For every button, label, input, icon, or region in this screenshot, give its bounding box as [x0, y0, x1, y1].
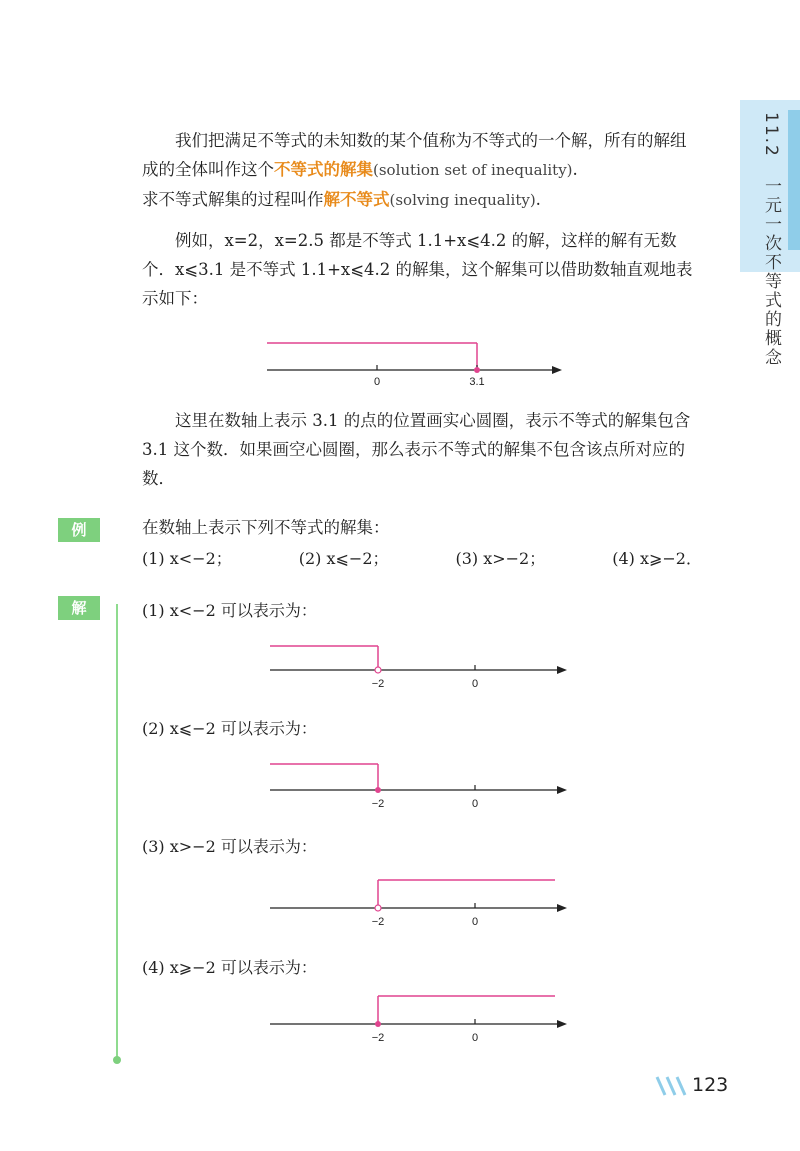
page-number: 123 — [692, 1074, 729, 1096]
section-tab-bar — [788, 110, 800, 250]
number-line-4 — [265, 992, 570, 1052]
axis-arrow — [557, 904, 567, 912]
solution-tag: 解 — [58, 596, 100, 620]
tick-label-neg2: −2 — [371, 678, 385, 690]
intro-line1: 我们把满足不等式的未知数的某个值称为不等式的一个解，所有 — [175, 131, 637, 150]
example-paragraph: 例如，x=2，x=2.5 都是不等式 1.1+x⩽4.2 的解，这样的解有无数个．x⩽3.1 是不等式 1.1+x⩽4.2 的解集，这个解集可以借助数轴直观地表示如下： — [142, 231, 693, 308]
tick-label-neg2: −2 — [371, 916, 385, 928]
solution-rail-end — [113, 1056, 121, 1064]
section-tab — [740, 100, 800, 367]
section-tab-label: 11.2 一元一次不等式的概念 — [761, 112, 781, 367]
tick-label-0: 0 — [471, 798, 479, 810]
solution-4-label: (4) x⩾−2 可以表示为： — [142, 958, 317, 977]
tick-label-0: 0 — [373, 376, 381, 388]
tick-label-3-1: 3.1 — [469, 376, 485, 388]
intro-line2-post: . — [572, 160, 578, 179]
term-solution-set-en: (solution set of inequality) — [373, 161, 573, 179]
intro-line3-post: . — [535, 190, 541, 209]
tick-label-0: 0 — [471, 678, 479, 690]
term-solution-set: 不等式的解集 — [274, 160, 373, 179]
explanation-paragraph: 这里在数轴上表示 3.1 的点的位置画实心圆圈，表示不等式的解集包含 3.1 这个数．如果画空心圆圈，那么表示不等式的解集不包含该点所对应的数． — [142, 411, 691, 488]
problem-2: (2) x⩽−2； — [298, 549, 389, 568]
term-solving-inequality: 解不等式 — [323, 190, 390, 209]
tick-label-0: 0 — [471, 1032, 479, 1044]
number-line-2 — [265, 758, 570, 818]
open-dot — [375, 905, 381, 911]
solution-3-label: (3) x>−2 可以表示为： — [142, 837, 317, 856]
closed-dot — [375, 1021, 381, 1027]
intro-line2-pre: 的解组成的全体叫作这个 — [142, 131, 687, 179]
tick-label-neg2: −2 — [371, 1032, 385, 1044]
axis-arrow — [552, 366, 562, 374]
axis-arrow — [557, 786, 567, 794]
example-problems — [142, 546, 702, 569]
solution-2-label: (2) x⩽−2 可以表示为： — [142, 719, 317, 738]
example-tag: 例 — [58, 518, 100, 542]
tick-label-0: 0 — [471, 916, 479, 928]
solution-1-label: (1) x<−2 可以表示为： — [142, 601, 317, 620]
open-dot — [375, 667, 381, 673]
page-stripes-icon — [655, 1075, 691, 1097]
number-line-3 — [265, 876, 570, 936]
number-line-main — [262, 330, 562, 390]
intro-paragraph — [142, 126, 697, 215]
problem-4: (4) x⩾−2． — [612, 549, 702, 568]
solution-rail — [116, 604, 118, 1060]
intro-line3-pre: 求不等式解集的过程叫作 — [142, 190, 324, 209]
closed-dot — [474, 367, 480, 373]
problem-3: (3) x>−2； — [455, 549, 546, 568]
example-prompt: 在数轴上表示下列不等式的解集： — [142, 518, 390, 537]
closed-dot — [375, 787, 381, 793]
problem-1: (1) x<−2； — [142, 549, 232, 568]
axis-arrow — [557, 1020, 567, 1028]
term-solving-inequality-en: (solving inequality) — [389, 191, 536, 209]
tick-label-neg2: −2 — [371, 798, 385, 810]
axis-arrow — [557, 666, 567, 674]
number-line-1 — [265, 638, 570, 698]
